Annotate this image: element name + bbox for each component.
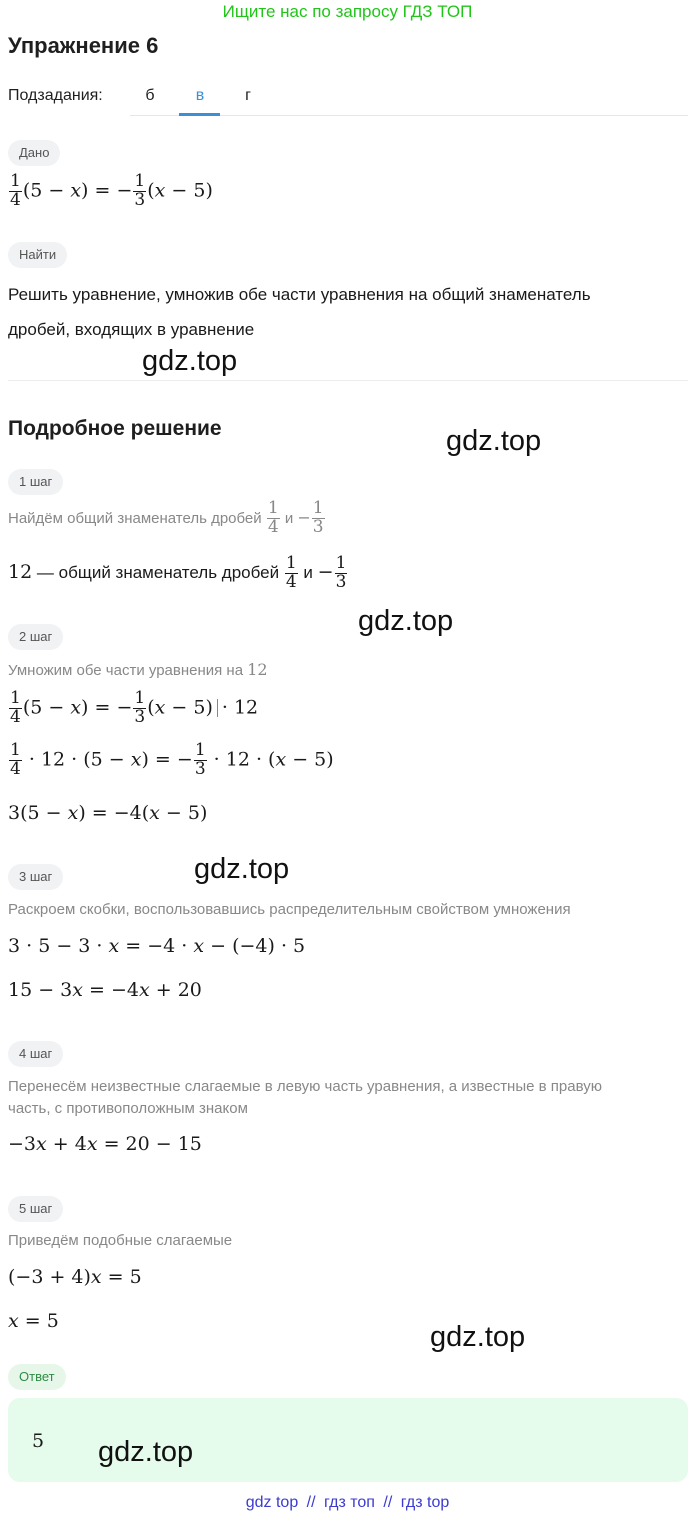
step-hint: Раскроем скобки, воспользовавшись распределительным свойством умножения <box>8 901 571 918</box>
tab-b[interactable]: б <box>145 87 155 104</box>
footer-link[interactable]: гдз топ <box>324 1494 375 1511</box>
step-equation: x = 5 <box>8 1310 59 1332</box>
step-badge: 4 шаг <box>8 1041 63 1067</box>
answer-badge: Ответ <box>8 1364 66 1390</box>
find-text-line1: Решить уравнение, умножив обе части уравнения на общий знаменатель <box>8 285 591 304</box>
watermark: gdz.top <box>142 345 238 377</box>
subtasks-label: Подзадания: <box>8 87 103 104</box>
step-equation: −3x + 4x = 20 − 15 <box>8 1133 202 1155</box>
tab-v[interactable]: в <box>195 87 205 104</box>
given-badge: Дано <box>8 140 60 166</box>
watermark: gdz.top <box>446 425 542 457</box>
footer-separator: // <box>306 1494 316 1511</box>
step-hint: Найдём общий знаменатель дробей $\frac{1}{4}$ и − $\frac{1}{3}$ <box>8 498 324 537</box>
active-tab-indicator <box>179 113 220 116</box>
page-title: Упражнение 6 <box>8 33 159 58</box>
step-hint-line1: Перенесём неизвестные слагаемые в левую часть уравнения, а известные в правую <box>8 1078 602 1095</box>
section-divider <box>8 380 688 381</box>
step-hint: Умножим обе части уравнения на 12 <box>8 660 268 679</box>
solution-title: Подробное решение <box>8 417 222 440</box>
step-badge: 1 шаг <box>8 469 63 495</box>
step-badge: 2 шаг <box>8 624 63 650</box>
footer-link[interactable]: gdz top <box>245 1494 299 1511</box>
step-hint-line2: часть, с противоположным знаком <box>8 1100 248 1117</box>
step-equation: 3(5 − x) = −4(x − 5) <box>8 802 208 824</box>
step-equation: (−3 + 4)x = 5 <box>8 1266 142 1288</box>
answer-value: 5 <box>32 1430 45 1452</box>
watermark: gdz.top <box>194 853 290 885</box>
step-equation: 3 · 5 − 3 · x = −4 · x − (−4) · 5 <box>8 935 306 957</box>
step-badge: 5 шаг <box>8 1196 63 1222</box>
watermark: gdz.top <box>98 1436 194 1468</box>
step-equation: 15 − 3x = −4x + 20 <box>8 979 202 1001</box>
step-equation: $\frac{1}{4}$ (5 − x) = − $\frac{1}{3}$ (x − 5) · 12 <box>10 688 259 727</box>
tab-g[interactable]: г <box>245 87 251 104</box>
step-result: 12 — общий знаменатель дробей $\frac{1}{4}$ и − $\frac{1}{3}$ <box>8 552 347 592</box>
footer-link[interactable]: гдз top <box>400 1494 450 1511</box>
step-badge: 3 шаг <box>8 864 63 890</box>
watermark: gdz.top <box>358 605 454 637</box>
top-banner: Ищите нас по запросу ГДЗ ТОП <box>222 2 473 21</box>
step-equation: $\frac{1}{4}$ · 12 · (5 − x) = − $\frac{1}{3}$ · 12 · (x − 5) <box>10 740 334 779</box>
find-badge: Найти <box>8 242 67 268</box>
find-text-line2: дробей, входящих в уравнение <box>8 320 255 339</box>
watermark: gdz.top <box>430 1321 526 1353</box>
footer-links <box>0 1494 695 1512</box>
step-hint: Приведём подобные слагаемые <box>8 1232 233 1249</box>
given-equation: $\frac{1}{4}$ (5 − x) = − $\frac{1}{3}$ (x − 5) <box>10 171 213 210</box>
footer-separator: // <box>383 1494 393 1511</box>
